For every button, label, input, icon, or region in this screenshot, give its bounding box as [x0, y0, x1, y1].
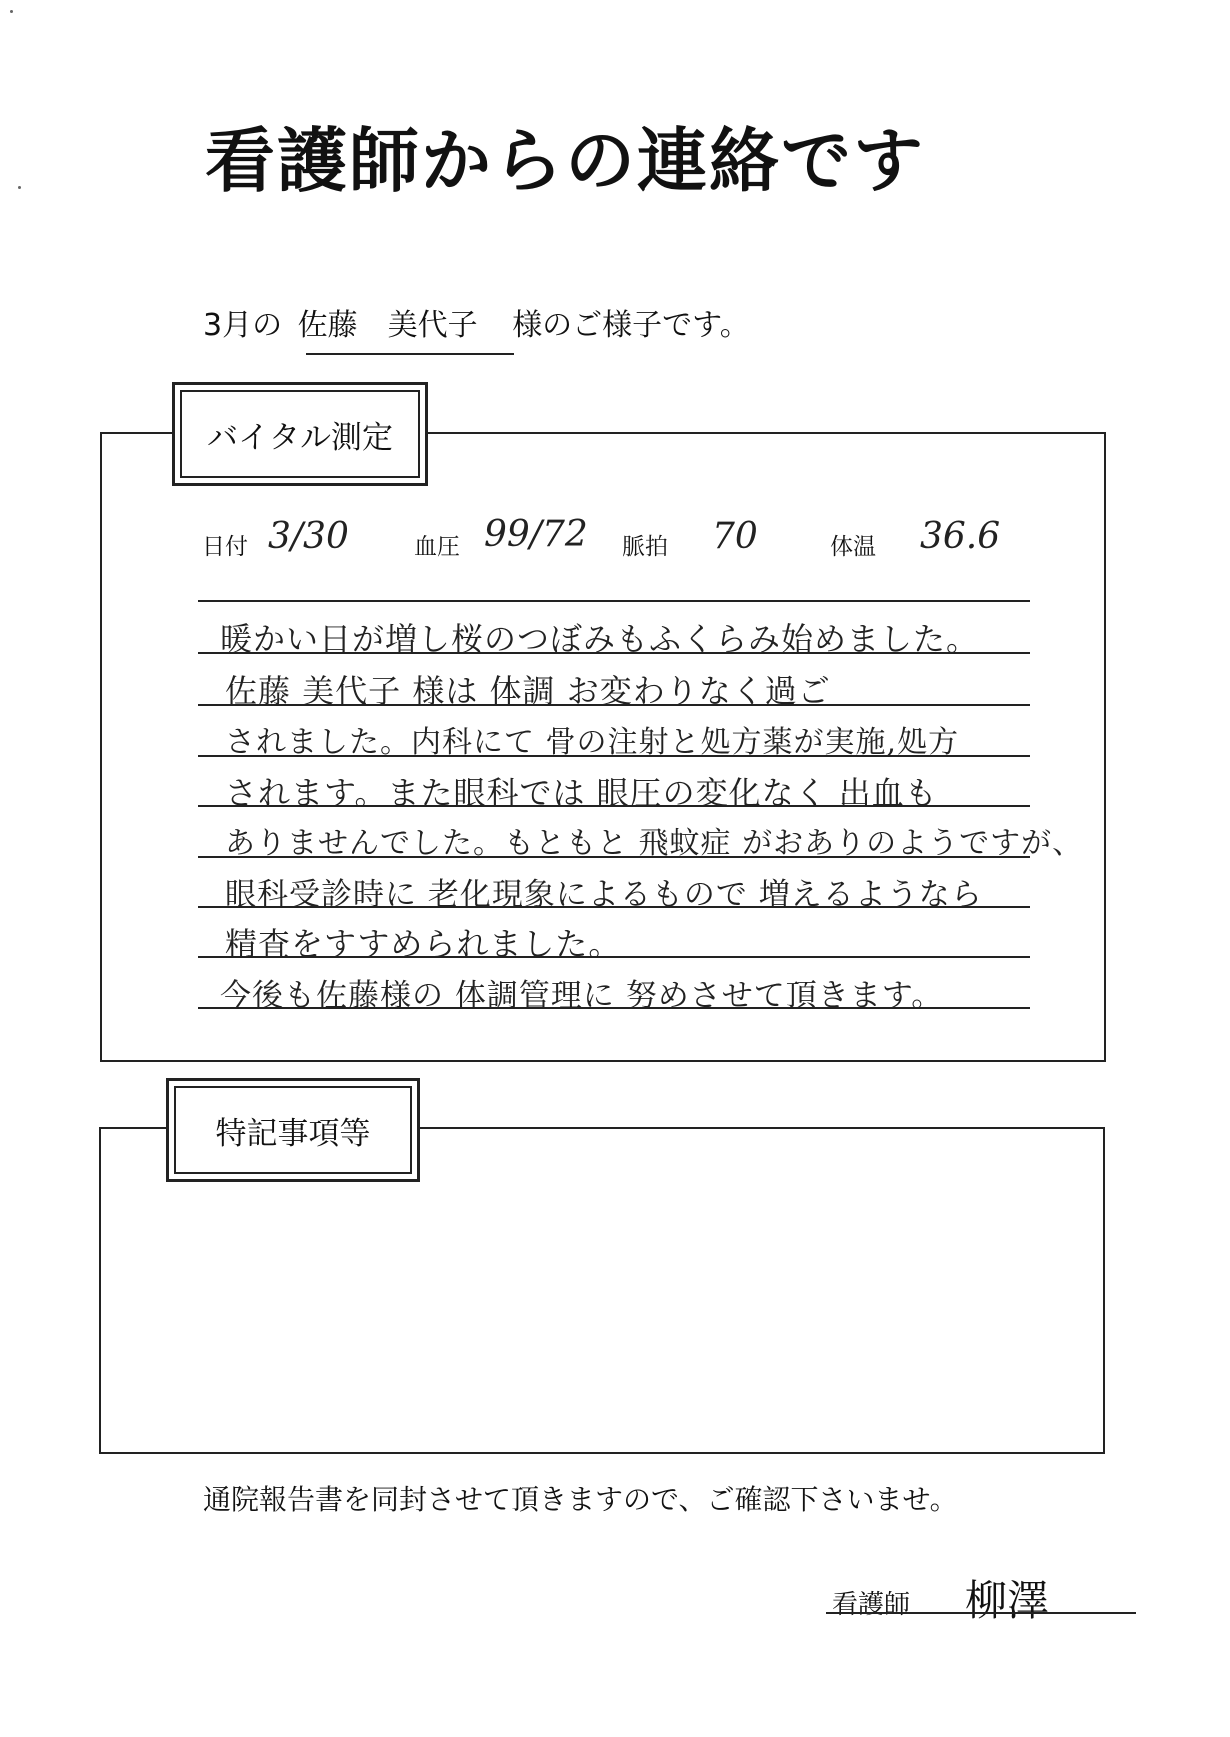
- signature-label: 看護師: [832, 1590, 911, 1620]
- note-line-7: 精査をすすめられました。: [225, 925, 622, 963]
- patient-name-underline: [306, 353, 514, 355]
- signature-name: 柳澤: [965, 1576, 1050, 1625]
- signature-underline: [826, 1612, 1136, 1614]
- month-text: 3月の: [203, 308, 283, 343]
- note-line-4: されます。また眼科では 眼圧の変化なく 出血も: [225, 774, 938, 812]
- scan-speck: [10, 10, 13, 13]
- pulse-label: 脈拍: [622, 534, 668, 560]
- patient-suffix: 様のご様子です。: [512, 308, 750, 343]
- special-notes-label: 特記事項等: [166, 1078, 420, 1182]
- date-value: 3/30: [268, 516, 349, 557]
- date-label: 日付: [202, 534, 248, 560]
- blood-pressure-value: 99/72: [484, 514, 588, 555]
- note-line-2: 佐藤 美代子 様は 体調 お変わりなく過ご: [225, 672, 831, 710]
- temperature-value: 36.6: [920, 516, 1001, 557]
- scan-speck: [18, 186, 21, 189]
- note-line-3: されました。内科にて 骨の注射と処方薬が実施,処方: [225, 725, 960, 760]
- footer-text: 通院報告書を同封させて頂きますので、ご確認下さいませ。: [203, 1483, 958, 1516]
- note-line-8: 今後も佐藤様の 体調管理に 努めさせて頂きます。: [220, 978, 944, 1014]
- patient-line: [203, 300, 750, 344]
- patient-name: 佐藤 美代子: [297, 308, 478, 343]
- note-line-5: ありませんでした。もともと 飛蚊症 がおありのようですが、: [225, 826, 1084, 861]
- note-line-1: 暖かい日が増し桜のつぼみもふくらみ始めました。: [220, 620, 980, 658]
- vitals-label: バイタル測定: [172, 382, 428, 486]
- temperature-label: 体温: [830, 534, 876, 560]
- pulse-value: 70: [712, 516, 758, 557]
- page-title: 看護師からの連絡です: [205, 120, 925, 202]
- blood-pressure-label: 血圧: [414, 534, 460, 560]
- note-line-6: 眼科受診時に 老化現象によるもので 増えるようなら: [225, 877, 983, 913]
- note-rule: [198, 600, 1030, 602]
